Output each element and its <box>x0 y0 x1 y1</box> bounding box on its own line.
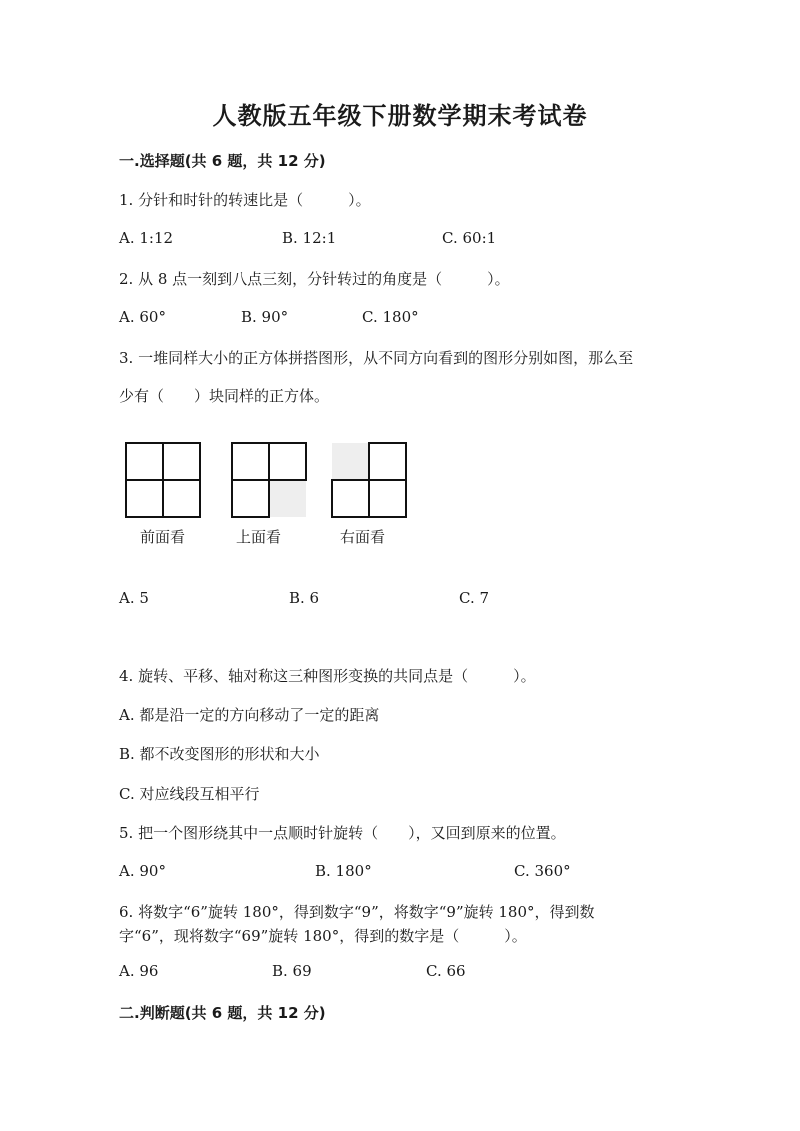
q3-option-c: C. 7 <box>459 589 490 607</box>
section-heading-judgement: 二.判断题(共 6 题，共 12 分) <box>119 1004 326 1022</box>
page-title: 人教版五年级下册数学期末考试卷 <box>212 101 588 130</box>
question-3-line1: 3. 一堆同样大小的正方体拼搭图形，从不同方向看到的图形分别如图，那么至 <box>119 349 634 367</box>
front-view-figure <box>125 442 201 518</box>
q1-option-a: A. 1:12 <box>119 229 174 247</box>
question-6-line2: 字“6”，现将数字“69”旋转 180°，得到的数字是（ ）。 <box>119 927 527 945</box>
q1-option-c: C. 60:1 <box>442 229 497 247</box>
question-3-line2: 少有（ ）块同样的正方体。 <box>119 387 330 405</box>
q4-option-b: B. 都不改变图形的形状和大小 <box>119 745 320 763</box>
front-view-label: 前面看 <box>140 528 186 546</box>
right-view-figure <box>331 442 407 518</box>
question-4: 4. 旋转、平移、轴对称这三种图形变换的共同点是（ ）。 <box>119 667 536 685</box>
q3-option-b: B. 6 <box>289 589 320 607</box>
q6-option-c: C. 66 <box>426 962 466 980</box>
q4-option-c: C. 对应线段互相平行 <box>119 785 260 803</box>
top-view-label: 上面看 <box>236 528 282 546</box>
question-1: 1. 分针和时针的转速比是（ ）。 <box>119 191 371 209</box>
q6-option-a: A. 96 <box>119 962 159 980</box>
q5-option-b: B. 180° <box>315 862 372 880</box>
q4-option-a: A. 都是沿一定的方向移动了一定的距离 <box>119 706 380 724</box>
section-heading-choice: 一.选择题(共 6 题，共 12 分) <box>119 152 326 170</box>
top-view-figure <box>231 442 307 518</box>
q3-option-a: A. 5 <box>119 589 149 607</box>
q2-option-a: A. 60° <box>119 308 166 326</box>
question-6-line1: 6. 将数字“6”旋转 180°，得到数字“9”，将数字“9”旋转 180°，得到数 <box>119 903 595 921</box>
q6-option-b: B. 69 <box>272 962 312 980</box>
question-2: 2. 从 8 点一刻到八点三刻，分针转过的角度是（ ）。 <box>119 270 510 288</box>
q1-option-b: B. 12:1 <box>282 229 337 247</box>
right-view-label: 右面看 <box>340 528 386 546</box>
q2-option-b: B. 90° <box>241 308 289 326</box>
q5-option-a: A. 90° <box>119 862 166 880</box>
question-5: 5. 把一个图形绕其中一点顺时针旋转（ ），又回到原来的位置。 <box>119 824 566 842</box>
q5-option-c: C. 360° <box>514 862 571 880</box>
q2-option-c: C. 180° <box>362 308 419 326</box>
